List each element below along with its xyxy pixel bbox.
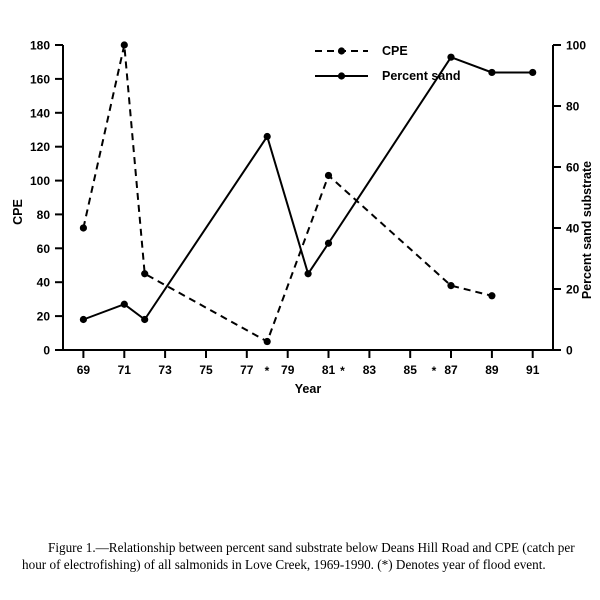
x-ticks <box>83 350 532 358</box>
flood-marker-asterisk: * <box>340 364 345 378</box>
flood-marker-asterisk: * <box>264 364 270 378</box>
legend-label-cpe: CPE <box>382 44 408 58</box>
legend <box>315 44 461 83</box>
left-tick-label: 160 <box>29 72 50 87</box>
x-tick-label: 73 <box>158 363 172 377</box>
left-tick-label: 40 <box>36 275 50 290</box>
right-y-ticks <box>553 45 561 350</box>
left-y-ticks <box>55 45 63 350</box>
legend-item-percent-sand <box>315 69 461 83</box>
x-tick-label: 69 <box>76 363 91 377</box>
legend-item-cpe <box>315 44 408 58</box>
x-tick-label: 87 <box>444 363 458 377</box>
right-tick-label: 100 <box>566 38 587 53</box>
right-tick-label: 60 <box>566 160 580 175</box>
right-tick-label: 80 <box>566 99 580 114</box>
left-tick-label: 140 <box>29 106 50 121</box>
x-tick-label: 89 <box>485 363 499 377</box>
x-tick-label: 79 <box>281 363 295 377</box>
x-tick-label: 83 <box>362 363 377 377</box>
x-axis-title: Year <box>294 382 322 396</box>
figure-caption <box>22 540 584 574</box>
left-y-tick-labels <box>30 39 50 358</box>
left-tick-label: 80 <box>36 207 50 222</box>
legend-marker-circle <box>338 47 345 54</box>
y2-axis-title: Percent sand substrate <box>580 160 594 300</box>
left-tick-label: 20 <box>36 309 50 324</box>
flood-marker-asterisk: * <box>431 364 437 378</box>
x-tick-label: 81 <box>321 363 336 377</box>
right-tick-label: 40 <box>566 221 580 236</box>
legend-label-percent-sand: Percent sand <box>382 69 461 83</box>
left-tick-label: 100 <box>29 174 50 189</box>
x-tick-label: 85 <box>403 363 417 377</box>
caption-line-3: of flood event. <box>468 556 546 572</box>
series-percent-sand-markers <box>80 54 537 324</box>
series-percent-sand-line <box>83 57 532 319</box>
left-tick-label: 180 <box>29 38 50 53</box>
caption-line-1: Figure 1.—Relationship between percent sand substrate below Deans Hill Road and CPE <box>48 540 519 555</box>
left-tick-label: 60 <box>36 241 50 256</box>
right-tick-label: 20 <box>566 282 580 297</box>
x-tick-label: 71 <box>117 363 131 377</box>
left-tick-label: 120 <box>29 140 50 155</box>
right-tick-label: 0 <box>566 343 573 358</box>
x-tick-label: 77 <box>240 363 254 377</box>
x-tick-label: 91 <box>526 363 540 377</box>
series-cpe-markers <box>80 41 496 345</box>
left-tick-label: 0 <box>43 343 50 358</box>
x-tick-labels <box>77 363 540 377</box>
y-axis-title: CPE <box>11 199 25 225</box>
caption-line-2: (catch per hour of electrofishing) of all salmonids in Love Creek, 1969-1990. (*) Denotes year <box>22 540 575 572</box>
x-tick-label: 75 <box>199 363 213 377</box>
legend-marker-circle <box>338 72 345 79</box>
